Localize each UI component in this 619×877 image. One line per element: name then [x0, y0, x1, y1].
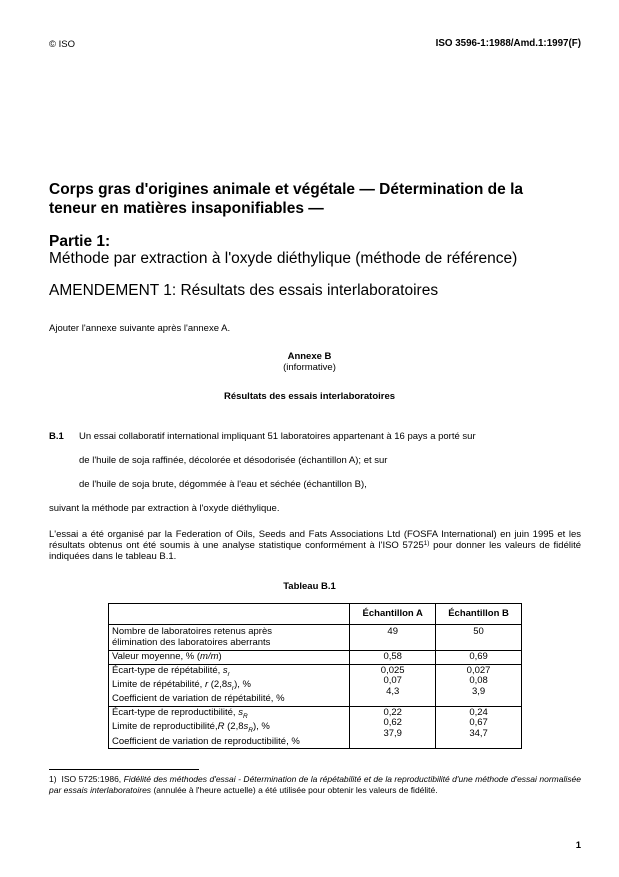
label-subscript: r — [231, 684, 235, 692]
table-caption: Tableau B.1 — [283, 581, 336, 592]
label-italic: s — [243, 721, 249, 733]
footnote-number: 1) — [49, 774, 57, 784]
cell-value — [436, 664, 522, 706]
annex-subtitle: (informative) — [283, 362, 336, 373]
label-subscript: R — [248, 727, 253, 735]
value-line: 34,7 — [469, 727, 488, 739]
fosfa-text-2: pour donner les valeurs de fidélité indiquées dans le tableau B.1. — [49, 540, 582, 562]
label-text: Valeur moyenne, % ( — [112, 651, 201, 662]
cell-value — [436, 706, 522, 748]
title-line-1: Corps gras d'origines animale et végétale — Détermination de la — [49, 181, 523, 198]
value-line: 37,9 — [383, 727, 402, 739]
label-text: ), % — [234, 678, 251, 690]
header-empty-cell — [109, 604, 350, 625]
label-text: ), % — [252, 721, 270, 733]
footnote-text: (annulée à l'heure actuelle) a été utilisée pour obtenir les valeurs de fidélité. — [153, 784, 438, 795]
row-label-line — [112, 722, 346, 736]
clause-number: B.1 — [49, 431, 64, 442]
amendment-title: AMENDEMENT 1: Résultats des essais interlaboratoires — [49, 282, 439, 299]
value-line: 3,9 — [471, 685, 486, 697]
precision-table — [108, 603, 522, 749]
row-label-line — [112, 680, 346, 694]
document-id: ISO 3596-1:1988/Amd.1:1997(F) — [435, 38, 581, 49]
sample-b-item: de l'huile de soja brute, dégommée à l'eau et séchée (échantillon B), — [79, 479, 367, 490]
row-label — [109, 651, 350, 665]
label-subscript: r — [227, 670, 230, 678]
row-label-line: élimination des laboratoires aberrants — [112, 636, 271, 648]
document-title — [49, 180, 589, 218]
title-line-2: teneur en matières insaponifiables — — [49, 200, 324, 217]
row-label-line: Coefficient de variation de reproductibilité, % — [112, 735, 300, 747]
page-number: 1 — [575, 840, 581, 851]
cell-value: 0,58 — [350, 651, 436, 665]
label-text: Limite de répétabilité, — [112, 678, 205, 690]
row-label-line — [112, 708, 346, 722]
value-line: 0,08 — [469, 675, 488, 686]
label-text: (2,8 — [224, 721, 244, 733]
table-row — [109, 664, 522, 706]
footnote-reference: ISO 5725:1986, — [61, 774, 122, 784]
fosfa-paragraph — [49, 529, 581, 562]
row-label-line — [112, 666, 346, 680]
row-label-line: Nombre de laboratoires retenus après — [112, 626, 273, 637]
row-label — [109, 664, 350, 706]
intro-paragraph: Ajouter l'annexe suivante après l'annexe A. — [49, 323, 231, 334]
table-row — [109, 651, 522, 665]
label-italic: r — [204, 678, 209, 690]
annex-title: Annexe B — [287, 351, 332, 362]
label-italic: m/m — [200, 651, 219, 662]
value-line: 0,07 — [383, 675, 402, 686]
part-label: Partie 1: — [49, 233, 111, 250]
header-sample-b: Échantillon B — [436, 604, 522, 625]
table-row — [109, 706, 522, 748]
value-line: 0,67 — [469, 717, 488, 729]
cell-value: 50 — [436, 625, 522, 651]
table-header-row — [109, 604, 522, 625]
cell-value — [350, 664, 436, 706]
footnote-title: Fidélité des méthodes d'essai - Détermination de la répétabilité et de la reproductibilité d'une méthode d'essai normalisée par essais interlaboratoires — [49, 774, 581, 795]
sample-a-item: de l'huile de soja raffinée, décolorée et désodorisée (échantillon A); et sur — [79, 455, 388, 466]
value-line: 0,24 — [469, 706, 488, 718]
footnote-separator — [49, 769, 199, 770]
value-line: 4,3 — [386, 685, 400, 697]
value-line: 0,025 — [380, 664, 405, 676]
label-subscript: R — [242, 712, 248, 720]
label-text: (2,8 — [208, 678, 228, 690]
cell-value — [350, 706, 436, 748]
label-italic: R — [217, 721, 225, 733]
method-sentence: suivant la méthode par extraction à l'oxyde diéthylique. — [49, 503, 280, 514]
footnote-ref[interactable]: 1) — [423, 540, 430, 547]
fosfa-text-1: L'essai a été organisé par la Federation of Oils, Seeds and Fats Associations Ltd (FOSFA International) en juin 1995 et les résultats obtenus ont été soumis à une analyse statistique conformément à l'ISO 5725 — [49, 529, 581, 551]
label-text: ) — [218, 651, 222, 662]
row-label-line: Coefficient de variation de répétabilité, % — [112, 693, 285, 705]
label-text: Limite de reproductibilité, — [112, 721, 218, 733]
table-row — [109, 625, 522, 651]
clause-text: Un essai collaboratif international impliquant 51 laboratoires appartenant à 16 pays a porté sur — [79, 431, 476, 442]
footnote — [49, 774, 581, 795]
annex-heading: Résultats des essais interlaboratoires — [223, 391, 396, 402]
label-text: Écart-type de reproductibilité, — [112, 706, 239, 718]
label-italic: s — [222, 664, 228, 676]
label-text: Écart-type de répétabilité, — [112, 664, 223, 676]
value-line: 0,62 — [383, 717, 402, 729]
value-line: 0,027 — [466, 664, 491, 676]
label-italic: s — [227, 678, 232, 690]
label-italic: s — [238, 706, 243, 718]
cell-value: 0,69 — [436, 651, 522, 665]
cell-value: 49 — [350, 625, 436, 651]
header-sample-a: Échantillon A — [350, 604, 436, 625]
copyright-notice: © ISO — [49, 39, 76, 50]
row-label — [109, 706, 350, 748]
row-label — [109, 625, 350, 651]
part-title: Méthode par extraction à l'oxyde diéthylique (méthode de référence) — [49, 250, 518, 267]
value-line: 0,22 — [383, 706, 402, 718]
